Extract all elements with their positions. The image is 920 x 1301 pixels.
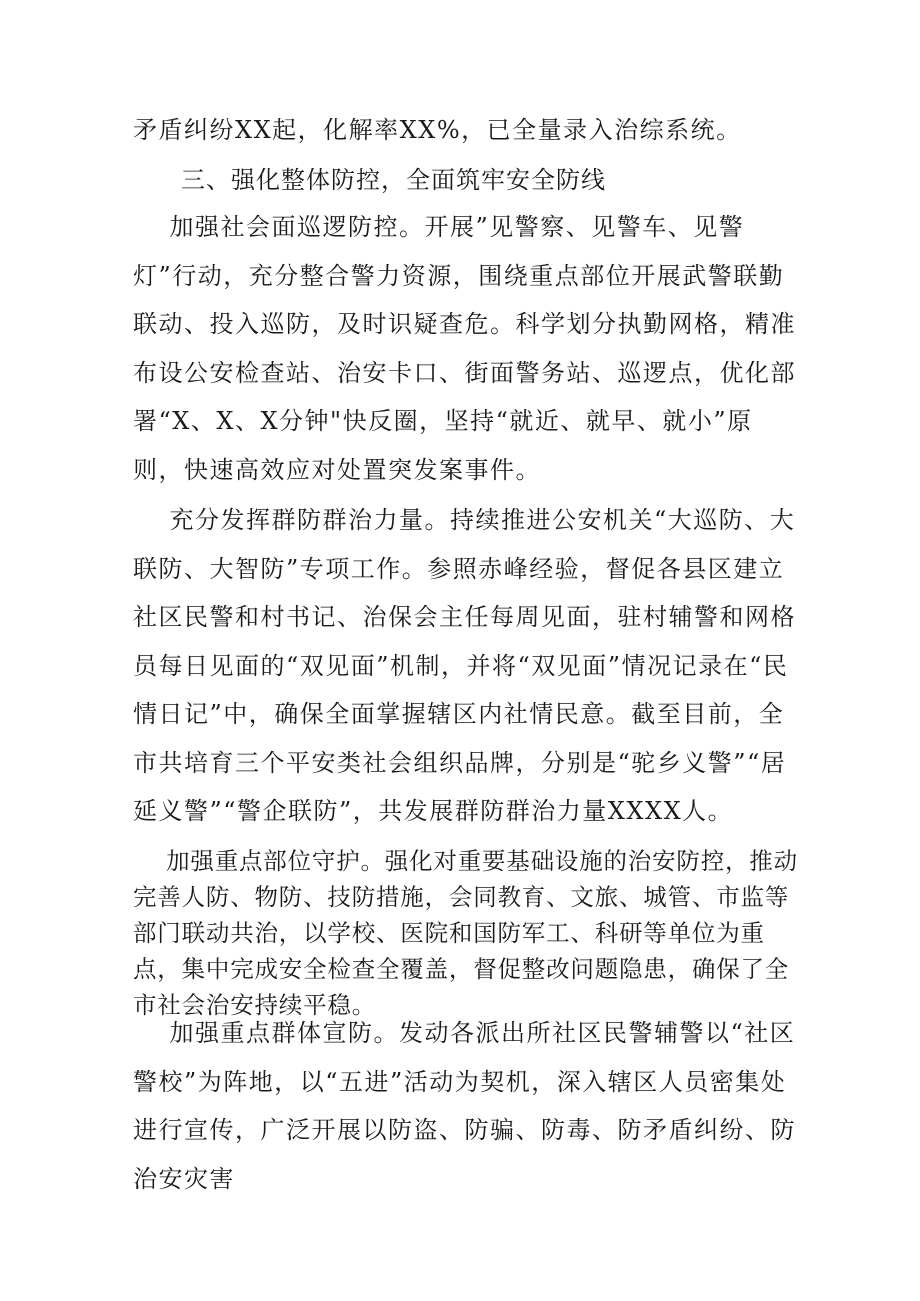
paragraph-key-sites: 加强重点部位守护。强化对重要基础设施的治安防控，推动完善人防、物防、技防措施，会同教育、文旅、城管、市监等部门联动共治，以学校、医院和国防军工、科研等单位为重点，集中完成安全检查全覆盖，督促整改问题隐患，确保了全市社会治安持续平稳。 <box>133 847 798 1019</box>
paragraph-key-groups: 加强重点群体宣防。发动各派出所社区民警辅警以“社区警校”为阵地，以“五进”活动为契机，深入辖区人员密集处进行宣传，广泛开展以防盗、防骗、防毒、防矛盾纠纷、防治安灾害 <box>133 1019 796 1193</box>
paragraph-mass-prevention: 充分发挥群防群治力量。持续推进公安机关“大巡防、大联防、大智防”专项工作。参照赤峰经验，督促各县区建立社区民警和村书记、治保会主任每周见面，驻村辅警和网格员每日见面的“双见面”机制，并将“双见面”情况记录在“民情日记”中，确保全面掌握辖区内社情民意。截至目前，全市共培育三个平安类社会组织品牌，分别是“驼乡义警”“居延义警”“警企联防”，共发展群防群治力量XXXX人。 <box>133 506 796 825</box>
section-heading-3: 三、强化整体防控，全面筑牢安全防线 <box>181 166 606 194</box>
paragraph-continuation: 矛盾纠纷XX起，化解率XX%，已全量录入治综系统。 <box>133 116 742 144</box>
paragraph-patrol-control: 加强社会面巡逻防控。开展”见警察、见警车、见警灯”行动，充分整合警力资源，围绕重点部位开展武警联勤联动、投入巡防，及时识疑查危。科学划分执勤网格，精准布设公安检查站、治安卡口、街面警务站、巡逻点，优化部署“X、X、X分钟"快反圈，坚持“就近、就早、就小”原则，快速高效应对处置突发案事件。 <box>133 213 796 484</box>
